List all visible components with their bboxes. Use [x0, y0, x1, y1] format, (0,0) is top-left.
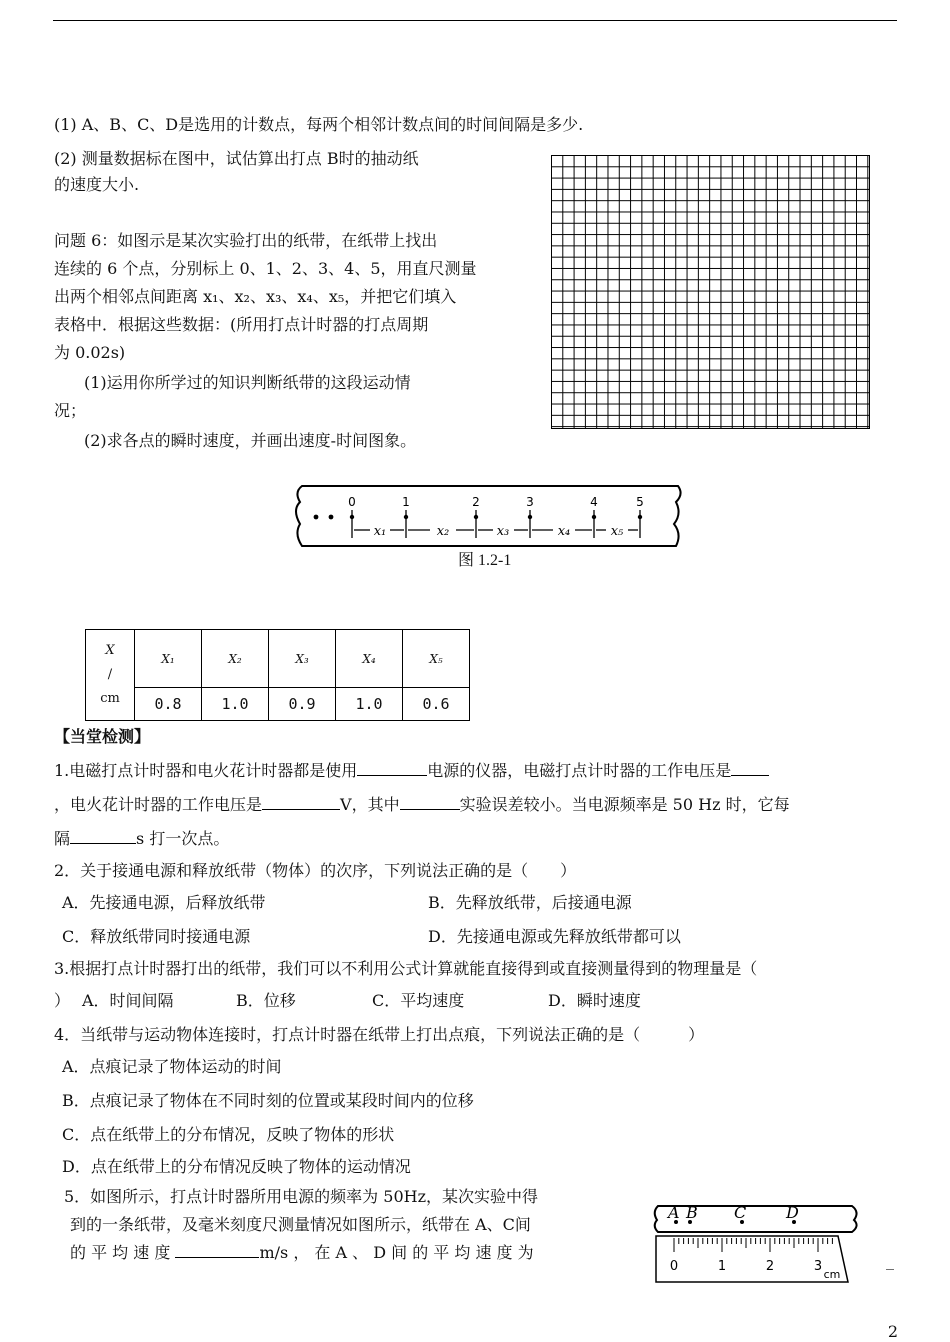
problem6-line5: 为 0.02s)	[54, 343, 126, 362]
tape-seg-x3: x₃	[496, 524, 510, 539]
q2-option-b[interactable]: B．先释放纸带，后接通电源	[428, 893, 632, 912]
table-value-x3: 0.9	[269, 688, 336, 721]
q2-option-a[interactable]: A．先接通电源，后释放纸带	[62, 893, 266, 912]
q3-option-d[interactable]: D．瞬时速度	[548, 991, 641, 1010]
measurement-table	[85, 629, 470, 721]
tape-point-1	[404, 515, 408, 519]
tape-seg-x5: x₅	[610, 524, 624, 539]
table-header-x1: X₁	[135, 630, 202, 688]
table-header-x3: X₃	[269, 630, 336, 688]
q5-line1: 5．如图所示，打点计时器所用电源的频率为 50Hz，某次实验中得	[64, 1187, 539, 1206]
ruler-label-b: B	[686, 1203, 698, 1222]
tape-label-4: 4	[590, 495, 598, 509]
q1-line2: ，电火花计时器的工作电压是 V，其中 实验误差较小。当电源频率是 50 Hz 时，它每	[54, 795, 790, 814]
q4-option-c[interactable]: C．点在纸带上的分布情况，反映了物体的形状	[62, 1125, 395, 1144]
q2-option-c[interactable]: C．释放纸带同时接通电源	[62, 927, 251, 946]
graph-grid	[551, 155, 870, 429]
problem6-line3: 出两个相邻点间距离 x₁、x₂、x₃、x₄、x₅，并把它们填入	[54, 287, 457, 306]
top-rule	[53, 20, 897, 21]
q1-blank-1[interactable]	[357, 761, 427, 776]
tape-seg-x4: x₄	[557, 524, 571, 539]
problem6-sub1a: (1)运用你所学过的知识判断纸带的这段运动情	[84, 373, 411, 392]
tape-point-0	[350, 515, 354, 519]
q4-option-a[interactable]: A．点痕记录了物体运动的时间	[62, 1057, 282, 1076]
ruler-label-c: C	[734, 1203, 747, 1222]
q1-blank-5[interactable]	[70, 829, 136, 844]
ruler-label-a: A	[668, 1203, 680, 1222]
q4-option-b[interactable]: B．点痕记录了物体在不同时刻的位置或某段时间内的位移	[62, 1091, 474, 1110]
q5-line2: 到的一条纸带，及毫米刻度尺测量情况如图所示，纸带在 A、C间	[70, 1215, 531, 1234]
tape-label-3: 3	[526, 495, 534, 509]
q4-stem: 4．当纸带与运动物体连接时，打点计时器在纸带上打出点痕，下列说法正确的是（ ）	[54, 1025, 705, 1044]
tape-seg-x2: x₂	[436, 524, 450, 539]
table-header-x2: X₂	[202, 630, 269, 688]
tape-label-2: 2	[472, 495, 480, 509]
table-value-x5: 0.6	[403, 688, 470, 721]
problem6-sub2: (2)求各点的瞬时速度，并画出速度-时间图象。	[84, 431, 417, 450]
tape-caption: 图 1.2-1	[458, 552, 512, 569]
ruler-tick-3: 3	[813, 1259, 823, 1274]
table-value-x2: 1.0	[202, 688, 269, 721]
q3-option-b[interactable]: B．位移	[236, 991, 296, 1010]
table-value-x4: 1.0	[336, 688, 403, 721]
q1-blank-2[interactable]	[731, 761, 769, 776]
table-header-x5: X₅	[403, 630, 470, 688]
table-header-x4: X₄	[336, 630, 403, 688]
q1-blank-3[interactable]	[262, 795, 340, 810]
q3-option-c[interactable]: C．平均速度	[372, 991, 465, 1010]
q1-blank-4[interactable]	[400, 795, 460, 810]
tape-label-5: 5	[636, 495, 644, 509]
tape-point-3	[528, 515, 532, 519]
q5-tail: _	[886, 1251, 894, 1270]
q-prev-part1: (1) A、B、C、D是选用的计数点，每两个相邻计数点间的时间间隔是多少.	[54, 115, 584, 134]
tape-label-1: 1	[402, 495, 410, 509]
tape-seg-x1: x₁	[373, 524, 387, 539]
page-number: 2	[887, 1322, 898, 1341]
ruler-figure	[652, 1198, 864, 1286]
q1-line1: 1.电磁打点计时器和电火花计时器都是使用 电源的仪器，电磁打点计时器的工作电压是	[54, 760, 769, 782]
q3-close: ）	[54, 991, 71, 1010]
ruler-tick-0: 0	[669, 1259, 679, 1274]
q5-line3: 的 平 均 速 度 m/s ， 在 A 、 D 间 的 平 均 速 度 为	[70, 1243, 534, 1262]
q3-option-a[interactable]: A．时间间隔	[82, 991, 174, 1010]
q5-blank-1[interactable]	[175, 1243, 259, 1258]
paper-tape-figure	[290, 480, 690, 552]
table-unit-cell: X / cm	[86, 630, 135, 721]
ruler-label-d: D	[786, 1203, 799, 1222]
tape-point-5	[638, 515, 642, 519]
q-prev-part2b: 的速度大小.	[54, 175, 140, 194]
q3-stem: 3.根据打点计时器打出的纸带，我们可以不利用公式计算就能直接得到或直接测量得到的物理量是（	[54, 959, 758, 978]
q4-option-d[interactable]: D．点在纸带上的分布情况反映了物体的运动情况	[62, 1157, 411, 1176]
problem6-line2: 连续的 6 个点，分别标上 0、1、2、3、4、5，用直尺测量	[54, 259, 477, 278]
ruler-tick-2: 2	[765, 1259, 775, 1274]
tape-point-4	[592, 515, 596, 519]
table-value-x1: 0.8	[135, 688, 202, 721]
q1-line3: 隔 s 打一次点。	[54, 829, 230, 848]
tape-label-0: 0	[348, 495, 356, 509]
ruler-tick-1: 1	[717, 1259, 727, 1274]
problem6-sub1b: 况；	[54, 401, 87, 420]
problem6-line1: 问题 6：如图示是某次实验打出的纸带，在纸带上找出	[54, 231, 438, 250]
ruler-unit: cm	[823, 1268, 841, 1281]
q2-stem: 2．关于接通电源和释放纸带（物体）的次序，下列说法正确的是（ ）	[54, 861, 577, 880]
q2-option-d[interactable]: D．先接通电源或先释放纸带都可以	[428, 927, 681, 946]
q-prev-part2a: (2) 测量数据标在图中，试估算出打点 B时的抽动纸	[54, 149, 419, 168]
section-title: 【当堂检测】	[54, 727, 151, 746]
tape-point-2	[474, 515, 478, 519]
problem6-line4: 表格中．根据这些数据：(所用打点计时器的打点周期	[54, 315, 429, 334]
